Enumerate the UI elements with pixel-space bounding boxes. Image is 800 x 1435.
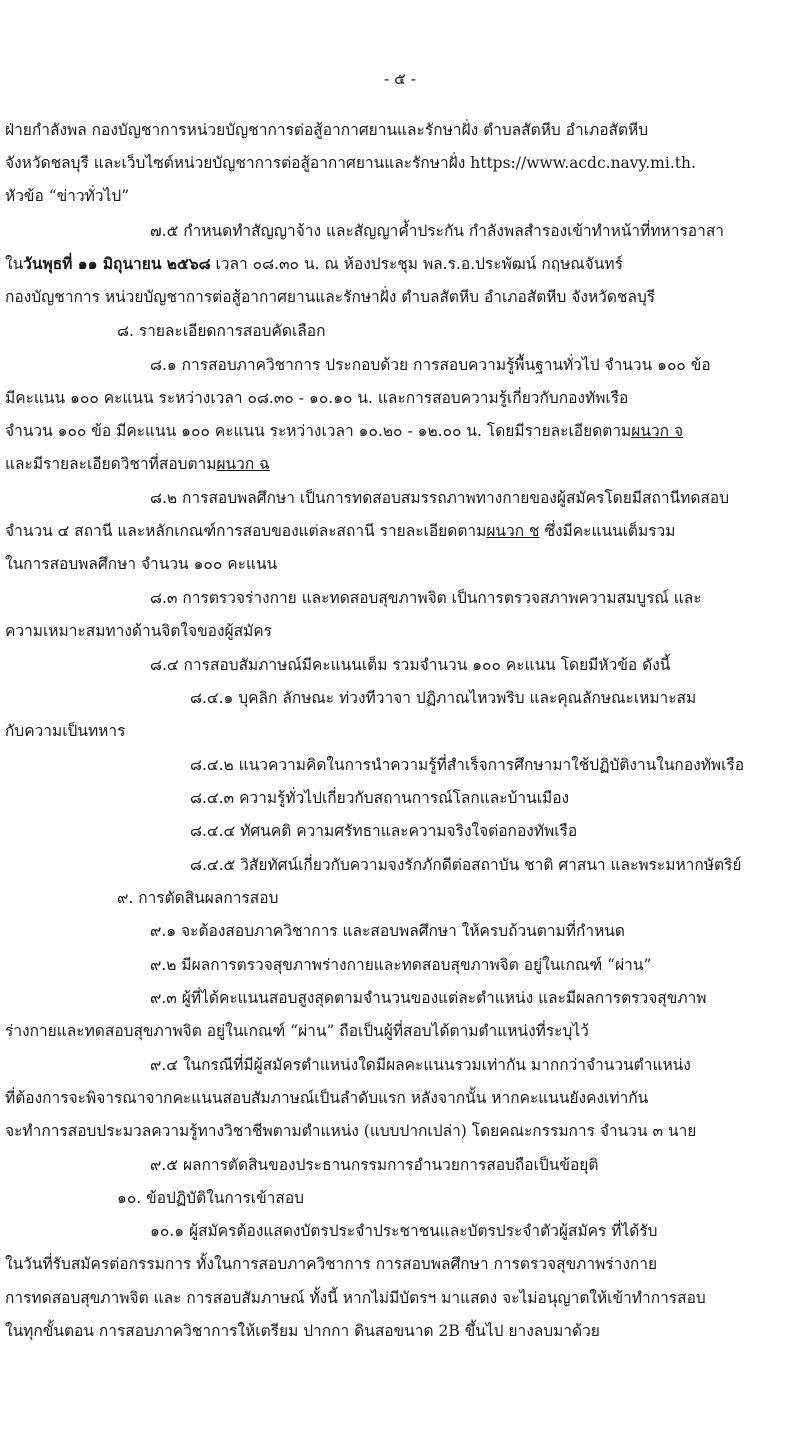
body-line: ๘.๔ การสอบสัมภาษณ์มีคะแนนเต็ม รวมจำนวน ๑๐๐ คะแนน โดยมีหัวข้อ ดังนี้: [150, 656, 671, 674]
annex-ref: ผนวก ฉ: [216, 455, 270, 473]
body-line: ๑๐.๑ ผู้สมัครต้องแสดงบัตรประจำประชาชนและบัตรประจำตัวผู้สมัคร ที่ได้รับ: [150, 1222, 658, 1240]
body-line: ๘.๓ การตรวจร่างกาย และทดสอบสุขภาพจิต เป็นการตรวจสภาพความสมบูรณ์ และ: [150, 589, 702, 607]
body-line: ๘.๒ การสอบพลศึกษา เป็นการทดสอบสมรรถภาพทางกายของผู้สมัครโดยมีสถานีทดสอบ: [150, 489, 730, 507]
body-line: [5, 254, 623, 276]
section-heading: ๑๐. ข้อปฏิบัติในการเข้าสอบ: [117, 1189, 304, 1207]
page-number: - ๕ -: [383, 70, 417, 88]
exam-date-bold: วันพุธที่ ๑๑ มิถุนายน ๒๕๖๘: [23, 254, 211, 273]
text-run: และมีรายละเอียดวิชาที่สอบตาม: [5, 455, 217, 473]
text-run: เวลา ๐๘.๓๐ น. ณ ห้องประชุม พล.ร.อ.ประพัฒน์ กฤษณจันทร์: [210, 255, 623, 273]
body-line: ๘.๔.๓ ความรู้ทั่วไปเกี่ยวกับสถานการณ์โลกและบ้านเมือง: [190, 789, 570, 807]
section-heading: ๙. การตัดสินผลการสอบ: [117, 889, 279, 907]
body-line: จะทำการสอบประมวลความรู้ทางวิชาชีพตามตำแหน่ง (แบบปากเปล่า) โดยคณะกรรมการ จำนวน ๓ นาย: [5, 1122, 697, 1140]
body-line: ๘.๔.๒ แนวความคิดในการนำความรู้ที่สำเร็จการศึกษามาใช้ปฏิบัติงานในกองทัพเรือ: [190, 756, 745, 774]
body-line: ในการสอบพลศึกษา จำนวน ๑๐๐ คะแนน: [5, 555, 278, 573]
text-run: จำนวน ๑๐๐ ข้อ มีคะแนน ๑๐๐ คะแนน ระหว่างเวลา ๑๐.๒๐ - ๑๒.๐๐ น. โดยมีรายละเอียดตาม: [5, 422, 632, 440]
body-line: ๙.๕ ผลการตัดสินของประธานกรรมการอำนวยการสอบถือเป็นข้อยุติ: [150, 1156, 599, 1174]
body-line: ฝ่ายกำลังพล กองบัญชาการหน่วยบัญชาการต่อสู้อากาศยานและรักษาฝั่ง ตำบลสัตหีบ อำเภอสัตหีบ: [5, 121, 649, 139]
body-line: มีคะแนน ๑๐๐ คะแนน ระหว่างเวลา ๐๘.๓๐ - ๑๐.๑๐ น. และการสอบความรู้เกี่ยวกับกองทัพเรือ: [5, 389, 629, 407]
body-line: กองบัญชาการ หน่วยบัญชาการต่อสู้อากาศยานและรักษาฝั่ง ตำบลสัตหีบ อำเภอสัตหีบ จังหวัดชลบุรี: [5, 288, 656, 306]
body-line: [5, 454, 270, 476]
annex-ref: ผนวก จ: [631, 422, 684, 440]
body-line: [5, 421, 683, 443]
annex-ref: ผนวก ช: [486, 522, 540, 540]
body-line: ๙.๔ ในกรณีที่มีผู้สมัครตำแหน่งใดมีผลคะแนนรวมเท่ากัน มากกว่าจำนวนตำแหน่ง: [150, 1056, 691, 1074]
body-line: ๘.๑ การสอบภาควิชาการ ประกอบด้วย การสอบความรู้พื้นฐานทั่วไป จำนวน ๑๐๐ ข้อ: [150, 356, 711, 374]
body-line: ความเหมาะสมทางด้านจิตใจของผู้สมัคร: [5, 622, 273, 640]
body-line: ๙.๒ มีผลการตรวจสุขภาพร่างกายและทดสอบสุขภาพจิต อยู่ในเกณฑ์ “ผ่าน”: [150, 956, 652, 974]
body-line: ร่างกายและทดสอบสุขภาพจิต อยู่ในเกณฑ์ “ผ่าน” ถือเป็นผู้ที่สอบได้ตามตำแหน่งที่ระบุไว้: [5, 1022, 589, 1040]
body-line: หัวข้อ “ข่าวทั่วไป”: [5, 187, 130, 205]
body-line: ๗.๕ กำหนดทำสัญญาจ้าง และสัญญาค้ำประกัน กำลังพลสำรองเข้าทำหน้าที่ทหารอาสา: [150, 222, 724, 240]
body-line: จังหวัดชลบุรี และเว็บไซต์หน่วยบัญชาการต่อสู้อากาศยานและรักษาฝั่ง https://www.acdc.navy.mi.th.: [5, 154, 696, 172]
body-line: ๙.๑ จะต้องสอบภาควิชาการ และสอบพลศึกษา ให้ครบถ้วนตามที่กำหนด: [150, 922, 625, 940]
body-line: ๘.๔.๕ วิสัยทัศน์เกี่ยวกับความจงรักภักดีต่อสถาบัน ชาติ ศาสนา และพระมหากษัตริย์: [190, 856, 742, 874]
body-line: ๘.๔.๑ บุคลิก ลักษณะ ท่วงทีวาจา ปฏิภาณไหวพริบ และคุณลักษณะเหมาะสม: [190, 689, 697, 707]
body-line: การทดสอบสุขภาพจิต และ การสอบสัมภาษณ์ ทั้งนี้ หากไม่มีบัตรฯ มาแสดง จะไม่อนุญาตให้เข้าทำการสอบ: [5, 1289, 706, 1307]
body-line: ๘.๔.๔ ทัศนคติ ความศรัทธาและความจริงใจต่อกองทัพเรือ: [190, 822, 578, 840]
body-line: ๙.๓ ผู้ที่ได้คะแนนสอบสูงสุดตามจำนวนของแต่ละตำแหน่ง และมีผลการตรวจสุขภาพ: [150, 989, 707, 1007]
text-run: จำนวน ๔ สถานี และหลักเกณฑ์การสอบของแต่ละสถานี รายละเอียดตาม: [5, 522, 487, 540]
body-line: ในทุกขั้นตอน การสอบภาควิชาการให้เตรียม ปากกา ดินสอขนาด 2B ขึ้นไป ยางลบมาด้วย: [5, 1322, 600, 1340]
text-run: ซึ่งมีคะแนนเต็มรวม: [539, 522, 676, 540]
section-heading: ๘. รายละเอียดการสอบคัดเลือก: [117, 322, 326, 340]
body-line: ที่ต้องการจะพิจารณาจากคะแนนสอบสัมภาษณ์เป็นลำดับแรก หลังจากนั้น หากคะแนนยังคงเท่ากัน: [5, 1089, 649, 1107]
body-line: กับความเป็นทหาร: [5, 722, 126, 740]
body-line: [5, 521, 675, 543]
body-line: ในวันที่รับสมัครต่อกรรมการ ทั้งในการสอบภาควิชาการ การสอบพลศึกษา การตรวจสุขภาพร่างกาย: [5, 1255, 658, 1273]
text-run: ใน: [5, 255, 24, 273]
